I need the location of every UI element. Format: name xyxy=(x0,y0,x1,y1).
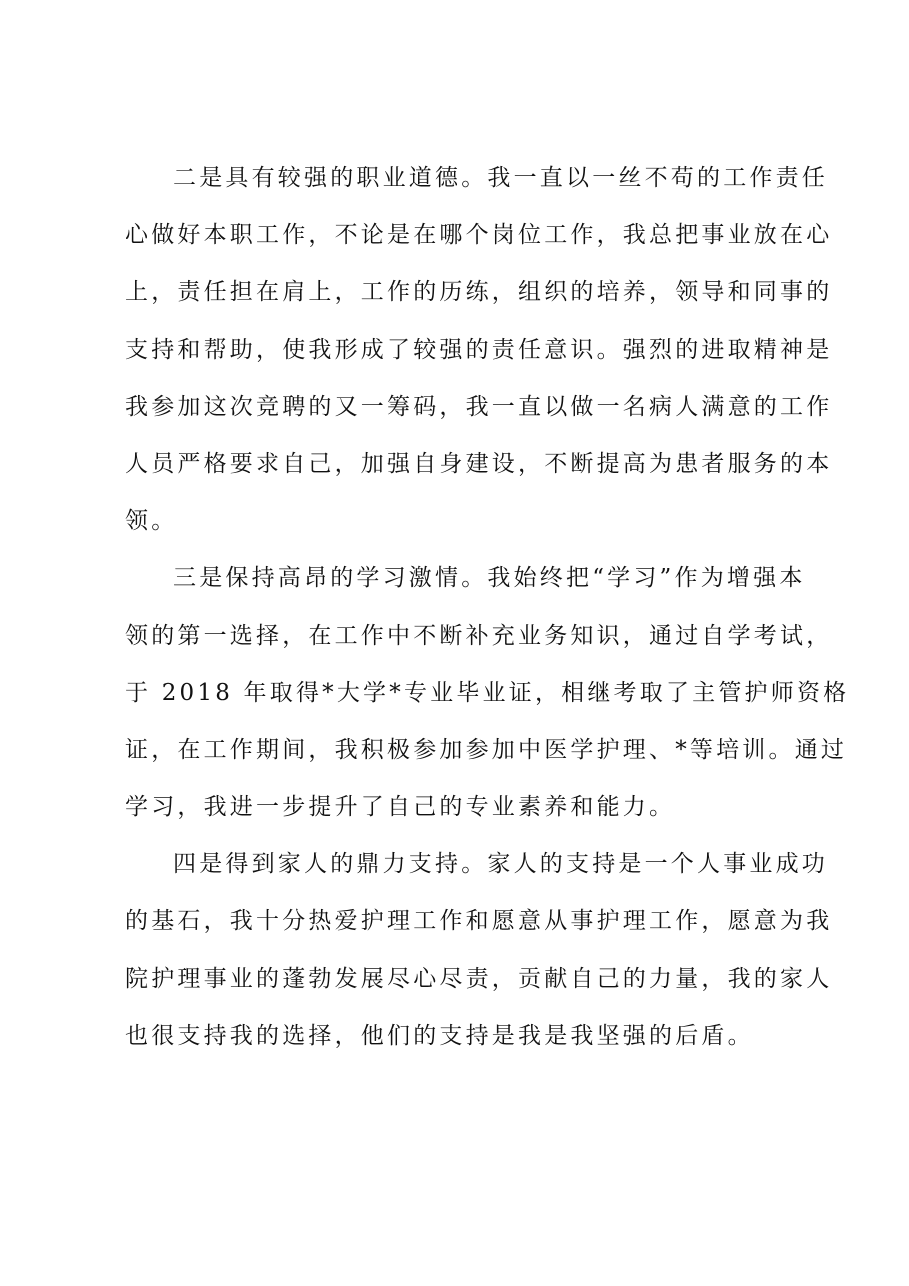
text-line: 我参加这次竞聘的又一筹码，我一直以做一名病人满意的工作 xyxy=(125,393,833,420)
text-line: 支持和帮助，使我形成了较强的责任意识。强烈的进取精神是 xyxy=(125,336,833,363)
text-line: 四是得到家人的鼎力支持。家人的支持是一个人事业成功 xyxy=(173,851,828,878)
text-line: 学习，我进一步提升了自己的专业素养和能力。 xyxy=(125,794,676,821)
text-line: 证，在工作期间，我积极参加参加中医学护理、*等培训。通过 xyxy=(125,736,848,763)
text-line: 上，责任担在肩上，工作的历练，组织的培养，领导和同事的 xyxy=(125,279,833,306)
text-line: 的基石，我十分热爱护理工作和愿意从事护理工作，愿意为我 xyxy=(125,908,833,935)
text-line: 领。 xyxy=(125,508,178,535)
text-line: 二是具有较强的职业道德。我一直以一丝不苟的工作责任 xyxy=(173,165,828,191)
paragraph-family-support xyxy=(125,836,833,1065)
text-line: 领的第一选择，在工作中不断补充业务知识，通过自学考试， xyxy=(125,622,833,649)
text-line: 心做好本职工作，不论是在哪个岗位工作，我总把事业放在心 xyxy=(125,222,833,249)
paragraph-learning-passion xyxy=(125,550,850,836)
text-line: 于 2018 年取得*大学*专业毕业证，相继考取了主管护师资格 xyxy=(125,679,850,706)
text-line: 院护理事业的蓬勃发展尽心尽责，贡献自己的力量，我的家人 xyxy=(125,965,833,992)
text-line: 人员严格要求自己，加强自身建设，不断提高为患者服务的本 xyxy=(125,450,833,477)
text-line: 三是保持高昂的学习激情。我始终把“学习”作为增强本 xyxy=(173,565,806,592)
paragraph-professional-ethics xyxy=(125,150,833,550)
body-text xyxy=(125,150,850,1065)
text-line: 也很支持我的选择，他们的支持是我是我坚强的后盾。 xyxy=(125,1022,754,1049)
